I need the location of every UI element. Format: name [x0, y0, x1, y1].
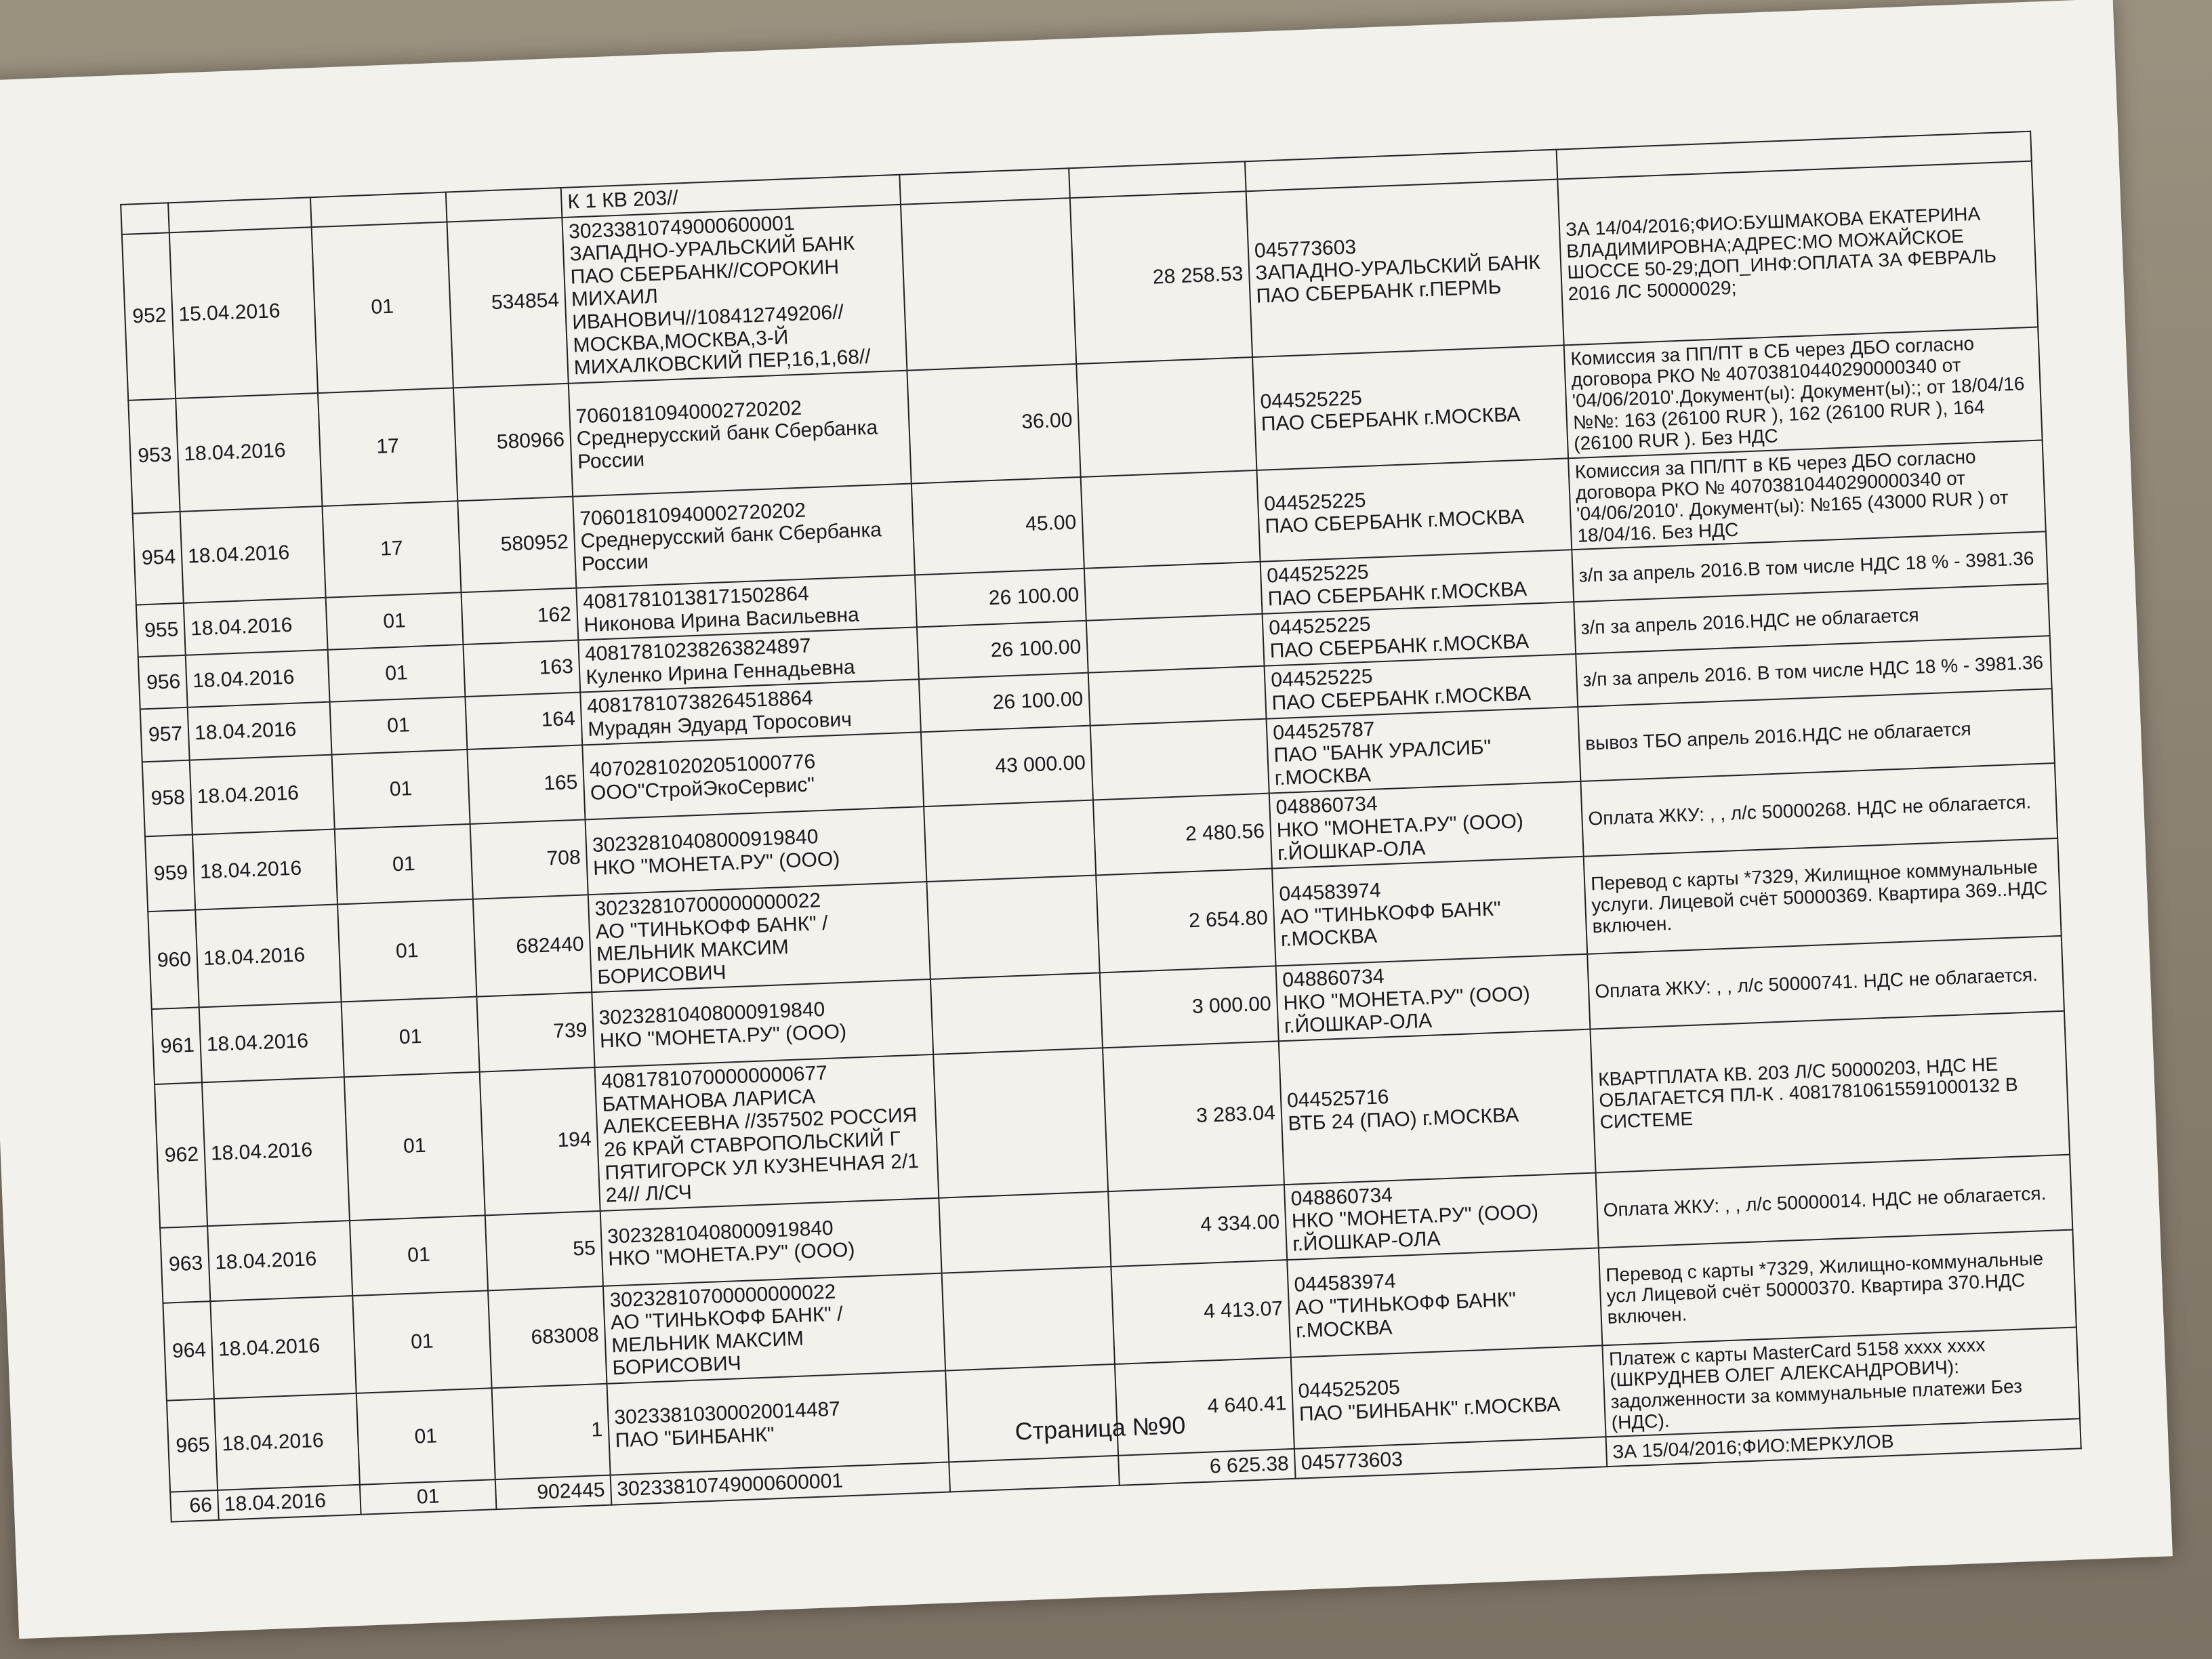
debit-amount: 45.00 [912, 476, 1084, 575]
row-number: 962 [155, 1083, 207, 1228]
row-date: 18.04.2016 [210, 1296, 356, 1399]
row-date: 18.04.2016 [188, 702, 332, 760]
document-number: 194 [480, 1067, 600, 1215]
document-number: 163 [463, 640, 580, 697]
row-number: 955 [136, 603, 186, 657]
debit-amount [924, 800, 1096, 882]
correspondent-account: 30232810408000919840 НКО "МОНЕТА.РУ" (ООО) [586, 806, 927, 895]
row-date: 18.04.2016 [195, 905, 341, 1008]
correspondent-bank: 044525225 ПАО СБЕРБАНК г.МОСКВА [1256, 458, 1572, 562]
operation-code: 01 [360, 1480, 497, 1515]
payment-purpose: Перевод с карты *7329, Жилищно-коммунальные усл Лицевой счёт 50000370. Квартира 370.НДС включен. [1599, 1229, 2076, 1345]
operation-code: 17 [318, 388, 457, 506]
row-number: 958 [142, 760, 192, 836]
operation-code: 01 [342, 997, 480, 1077]
debit-amount: 36.00 [907, 364, 1080, 483]
row-date: 18.04.2016 [180, 506, 326, 602]
correspondent-account: 70601810940002720202 Среднерусский банк Сбербанка России [573, 483, 915, 588]
credit-amount [1076, 357, 1256, 477]
operation-code: 01 [356, 1388, 495, 1485]
correspondent-bank: 048860734 НКО "МОНЕТА.РУ" (ООО) г.ЙОШКАР-ОЛА [1284, 1172, 1599, 1259]
credit-amount: 6 625.38 [1118, 1449, 1295, 1486]
correspondent-bank: 044525787 ПАО "БАНК УРАЛСИБ" г.МОСКВА [1267, 707, 1581, 794]
debit-amount: 43 000.00 [921, 725, 1093, 806]
row-number: 960 [148, 910, 199, 1010]
payment-purpose: ЗА 14/04/2016;ФИО:БУШМАКОВА ЕКАТЕРИНА ВЛАДИМИРОВНА;АДРЕС:МО МОЖАЙСКОЕ ШОССЕ 50-29;ДОП_ИНФ:ОПЛАТА ЗА ФЕВРАЛЬ 2016 ЛС 50000029; [1557, 161, 2038, 345]
credit-amount [1081, 470, 1261, 568]
payment-purpose: з/п за апрель 2016.НДС не облагается [1574, 583, 2049, 654]
row-date: 18.04.2016 [190, 754, 335, 835]
row-number: 953 [128, 398, 180, 513]
payment-purpose: Платеж с карты MasterCard 5158 xxxx xxxx (ШКРУДНЕВ ОЛЕГ АЛЕКСАНДРОВИЧ): задолженности за коммунальные платежи Без (НДС). [1602, 1327, 2080, 1437]
credit-amount: 2 654.80 [1096, 869, 1275, 973]
debit-amount [901, 198, 1076, 371]
operation-code: 01 [312, 222, 453, 393]
operation-code: 01 [344, 1072, 485, 1221]
debit-amount [933, 1048, 1108, 1198]
operation-code: 01 [352, 1290, 491, 1393]
operation-code: 01 [330, 697, 468, 754]
correspondent-bank: 044525716 ВТБ 24 (ПАО) г.МОСКВА [1279, 1029, 1596, 1185]
document-number: 580966 [453, 384, 573, 501]
page-number: Страница №90 [1014, 1411, 1187, 1446]
correspondent-bank: 048860734 НКО "МОНЕТА.РУ" (ООО) г.ЙОШКАР-ОЛА [1269, 781, 1584, 868]
credit-amount: 4 334.00 [1108, 1185, 1287, 1267]
row-date: 18.04.2016 [199, 1002, 344, 1083]
document-number: 1 [492, 1384, 611, 1480]
correspondent-bank: 044583974 АО "ТИНЬКОФФ БАНК" г.МОСКВА [1272, 857, 1587, 966]
row-number: 954 [133, 512, 184, 605]
document-number: 902445 [495, 1475, 612, 1509]
operation-code: 01 [350, 1215, 488, 1295]
correspondent-account: 30233810300020014487 ПАО "БИНБАНК" [607, 1371, 949, 1476]
top-fragment-text: К 1 КВ 203// [561, 175, 901, 218]
correspondent-account: 30232810408000919840 НКО "МОНЕТА.РУ" (ООО) [592, 979, 933, 1067]
correspondent-bank: 044583974 АО "ТИНЬКОФФ БАНК" г.МОСКВА [1287, 1248, 1602, 1357]
debit-amount [926, 876, 1099, 980]
correspondent-bank: 044525225 ПАО СБЕРБАНК г.МОСКВА [1261, 550, 1574, 614]
correspondent-account: 30233810749000600001 [611, 1462, 950, 1505]
row-number: 963 [160, 1226, 210, 1303]
debit-amount [942, 1267, 1115, 1371]
credit-amount [1088, 666, 1267, 725]
row-number: 956 [138, 655, 188, 710]
payment-purpose: КВАРТПЛАТА КВ. 203 Л/С 50000203, НДС НЕ ОБЛАГАЕТСЯ ПЛ-К . 40817810615591000132 В СИСТЕМЕ [1590, 1011, 2070, 1172]
correspondent-bank: 044525225 ПАО СБЕРБАНК г.МОСКВА [1263, 602, 1576, 666]
operation-code: 01 [328, 644, 466, 702]
row-date: 18.04.2016 [176, 393, 322, 512]
payment-purpose: Комиссия за ПП/ПТ в КБ через ДБО согласно договора РКО № 40703810440290000340 от '04/06/2010'. Документ(ы): №165 (43000 RUR ) от 18/04/16. Без НДС [1568, 440, 2046, 550]
document-number: 534854 [447, 218, 568, 388]
payment-purpose: ЗА 15/04/2016;ФИО:МЕРКУЛОВ [1606, 1419, 2081, 1467]
payment-purpose: Оплата ЖКУ: , , л/с 50000014. НДС не облагается. [1596, 1154, 2073, 1248]
operation-code: 01 [332, 750, 470, 830]
correspondent-account: 40817810138171502864 Никонова Ирина Васильевна [576, 575, 917, 640]
document-number: 708 [470, 820, 588, 899]
row-date: 18.04.2016 [184, 598, 328, 655]
row-date: 18.04.2016 [192, 830, 337, 910]
debit-amount: 26 100.00 [917, 621, 1088, 680]
correspondent-bank: 044525225 ПАО СБЕРБАНК г.МОСКВА [1265, 654, 1578, 718]
operation-code: 01 [335, 824, 473, 904]
row-date: 18.04.2016 [207, 1221, 352, 1301]
row-number: 959 [145, 835, 195, 912]
document-number: 165 [467, 745, 585, 824]
credit-amount [1086, 614, 1265, 673]
debit-amount: 26 100.00 [915, 569, 1086, 628]
correspondent-account: 40817810738264518864 Мурадян Эдуард Торосович [580, 680, 921, 745]
row-number: 66 [170, 1490, 219, 1521]
row-date: 18.04.2016 [186, 650, 330, 708]
document-number: 683008 [488, 1286, 607, 1388]
payment-purpose: Комиссия за ПП/ПТ в СБ через ДБО согласно договора РКО № 40703810440290000340 от '04/06/2010'.Документ(ы): Документ(ы):; от 18/04/16 №№: 163 (26100 RUR ), 162 (26100 RUR ), 164 (26100 RUR ). Без НДС [1564, 327, 2043, 458]
correspondent-bank: 045773603 ЗАПАДНО-УРАЛЬСКИЙ БАНК ПАО СБЕРБАНК г.ПЕРМЬ [1246, 179, 1564, 357]
payment-purpose: вывоз ТБО апрель 2016.НДС не облагается [1578, 689, 2055, 782]
row-number: 957 [140, 708, 190, 762]
row-number: 961 [152, 1008, 202, 1084]
operation-code: 01 [337, 899, 476, 1002]
credit-amount [1090, 718, 1269, 800]
correspondent-account: 40702810202051000776 ООО"СтройЭкоСервис" [582, 732, 924, 820]
document-number: 162 [461, 588, 578, 645]
debit-amount [930, 973, 1103, 1054]
credit-amount: 3 283.04 [1103, 1042, 1284, 1191]
debit-amount [945, 1364, 1118, 1462]
operation-code: 01 [326, 592, 464, 650]
correspondent-bank: 048860734 НКО "МОНЕТА.РУ" (ООО) г.ЙОШКАР-ОЛА [1276, 954, 1591, 1041]
correspondent-bank: 044525205 ПАО "БИНБАНК" г.МОСКВА [1291, 1345, 1606, 1449]
payment-purpose: Перевод с карты *7329, Жилищное коммунальные услуги. Лицевой счёт 50000369. Квартира 369..НДС включен. [1584, 838, 2062, 954]
document-number: 580952 [457, 496, 576, 592]
payment-purpose: Оплата ЖКУ: , , л/с 50000741. НДС не облагается. [1587, 936, 2064, 1029]
credit-amount [1084, 562, 1263, 621]
debit-amount [939, 1191, 1111, 1273]
correspondent-account: 70601810940002720202 Среднерусский банк Сбербанка России [569, 370, 912, 496]
correspondent-account: 30232810700000000022 АО "ТИНЬКОФФ БАНК" / МЕЛЬНИК МАКСИМ БОРИСОВИЧ [588, 882, 930, 992]
credit-amount: 4 413.07 [1111, 1260, 1290, 1364]
bank-statement-table [120, 131, 2082, 1523]
row-date: 18.04.2016 [214, 1393, 360, 1490]
payment-purpose: з/п за апрель 2016. В том числе НДС 18 % - 3981.36 [1576, 636, 2051, 707]
credit-amount: 3 000.00 [1100, 966, 1279, 1048]
row-number: 952 [122, 232, 176, 401]
correspondent-bank: 045773603 [1294, 1437, 1607, 1479]
document-number: 682440 [473, 895, 592, 997]
document-number: 164 [465, 693, 582, 750]
correspondent-bank: 044525225 ПАО СБЕРБАНК г.МОСКВА [1252, 345, 1568, 470]
row-number: 964 [163, 1301, 213, 1401]
row-date: 15.04.2016 [169, 227, 318, 398]
document-number: 55 [485, 1211, 603, 1290]
correspondent-account: 30232810700000000022 АО "ТИНЬКОФФ БАНК" / МЕЛЬНИК МАКСИМ БОРИСОВИЧ [603, 1273, 945, 1383]
correspondent-account: 40817810700000000677 БАТМАНОВА ЛАРИСА АЛЕКСЕЕВНА //357502 РОССИЯ 26 КРАЙ СТАВРОПОЛЬСКИЙ Г ПЯТИГОРСК УЛ КУЗНЕЧНАЯ 2/1 24// Л/СЧ [595, 1054, 939, 1211]
operation-code: 17 [322, 501, 461, 598]
row-number: 965 [167, 1399, 218, 1492]
debit-amount: 26 100.00 [919, 673, 1090, 732]
payment-purpose: з/п за апрель 2016.В том числе НДС 18 % - 3981.36 [1572, 531, 2047, 602]
correspondent-account: 30233810749000600001 ЗАПАДНО-УРАЛЬСКИЙ БАНК ПАО СБЕРБАНК//СОРОКИН МИХАИЛ ИВАНОВИЧ//108412749206//МОСКВА,МОСКВА,3-Й МИХАЛКОВСКИЙ ПЕР,16,1,68// [562, 204, 907, 383]
credit-amount: 4 640.41 [1115, 1357, 1294, 1456]
payment-purpose: Оплата ЖКУ: , , л/с 50000268. НДС не облагается. [1580, 763, 2057, 857]
correspondent-account: 40817810238263824897 Куленко Ирина Геннадьевна [578, 628, 919, 693]
credit-amount: 2 480.56 [1093, 794, 1272, 876]
row-date: 18.04.2016 [218, 1485, 361, 1520]
row-date: 18.04.2016 [202, 1078, 350, 1226]
debit-amount [949, 1456, 1119, 1492]
document-number: 739 [476, 993, 594, 1072]
correspondent-account: 30232810408000919840 НКО "МОНЕТА.РУ" (ООО) [600, 1198, 942, 1286]
credit-amount: 28 258.53 [1070, 191, 1252, 364]
